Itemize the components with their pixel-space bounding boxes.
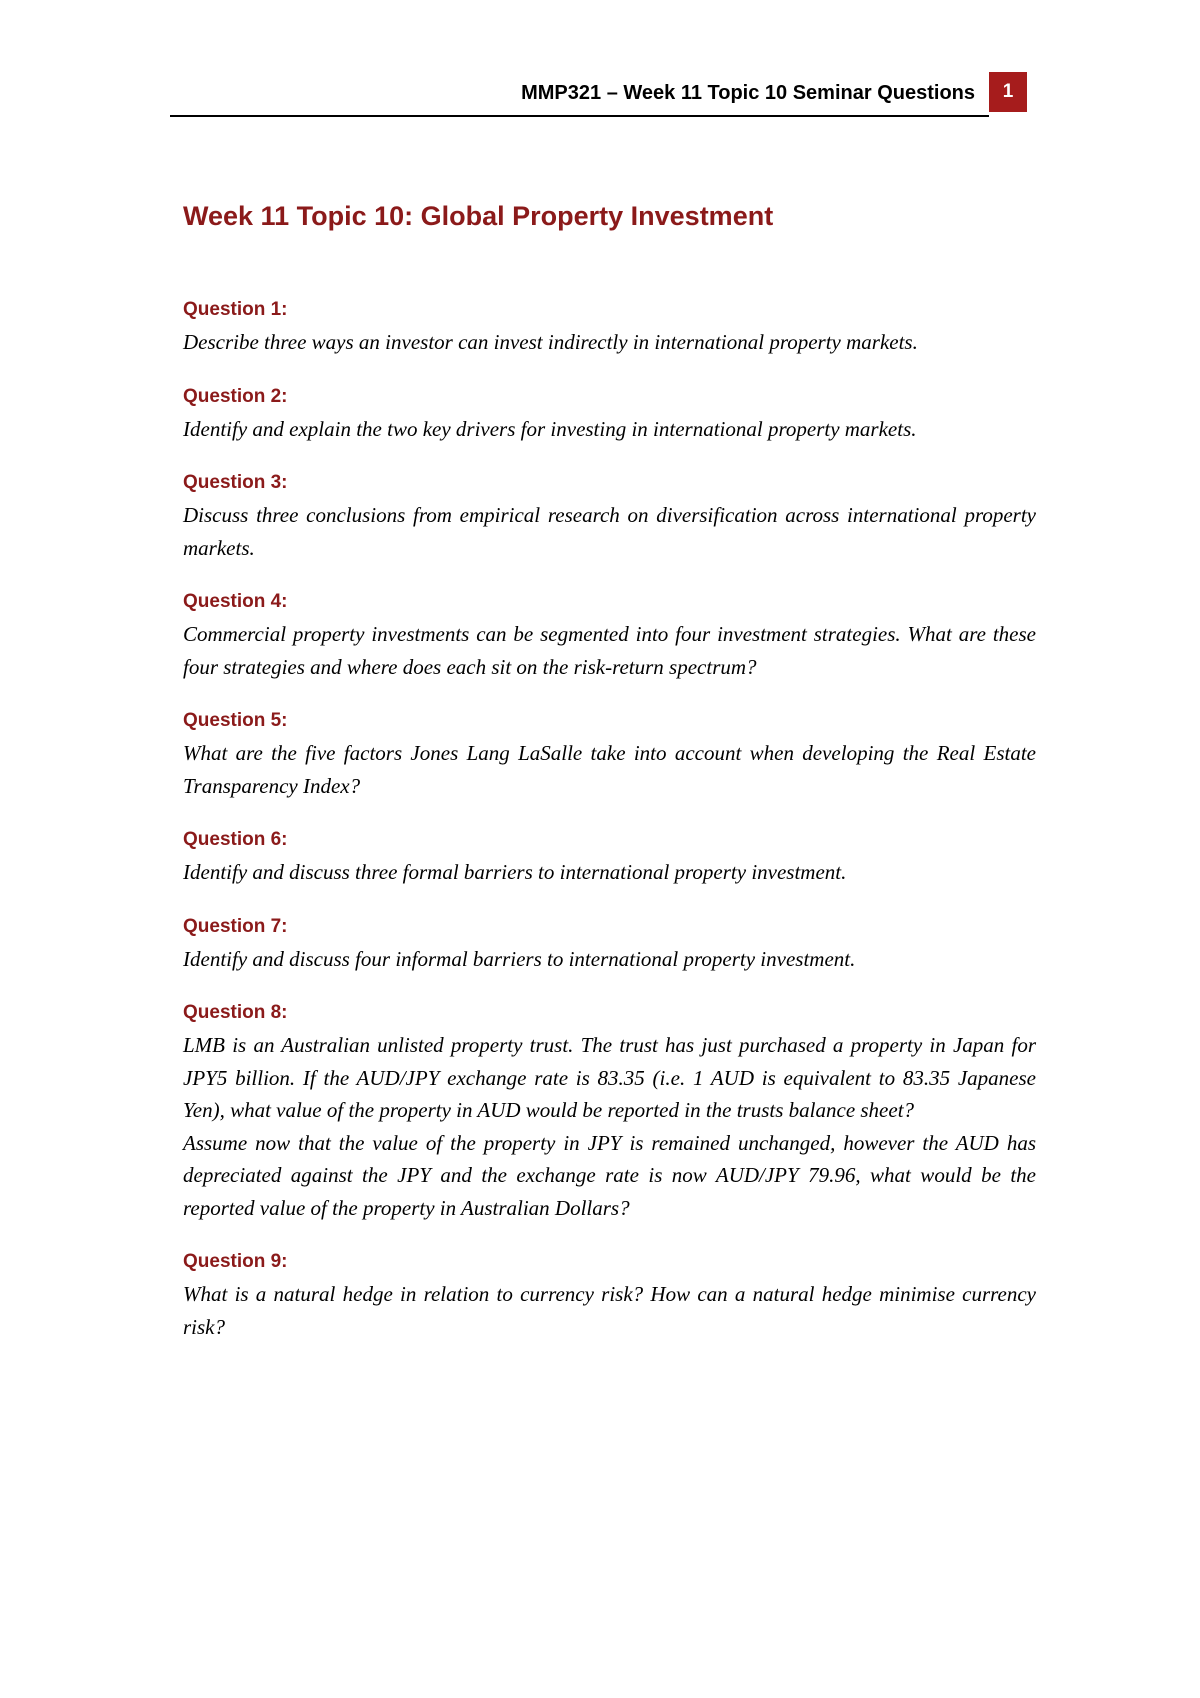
question-block — [183, 586, 1036, 683]
question-label: Question 7: — [183, 915, 288, 937]
question-text: Discuss three conclusions from empirical research on diversification across international property markets. — [183, 503, 1036, 560]
question-block — [183, 467, 1036, 564]
question-label: Question 1: — [183, 299, 288, 320]
question-text: What are the five factors Jones Lang LaSalle take into account when developing the Real Estate Transparency Index? — [183, 741, 1036, 798]
question-text: Identify and discuss three formal barriers to international property investment. — [183, 860, 847, 884]
question-text: Describe three ways an investor can invest indirectly in international property markets. — [183, 330, 918, 354]
question-block — [183, 824, 1036, 889]
question-list — [183, 294, 1036, 1343]
question-block — [183, 911, 1036, 976]
question-text: Identify and discuss four informal barriers to international property investment. — [183, 946, 856, 971]
question-block — [183, 705, 1036, 802]
question-block — [183, 381, 1036, 446]
question-label: Question 3: — [183, 472, 288, 493]
question-block — [183, 294, 1036, 359]
page-header — [170, 68, 1027, 116]
question-label: Question 9: — [183, 1251, 288, 1272]
question-text: Identify and explain the two key drivers for investing in international property markets. — [183, 416, 917, 441]
question-block — [183, 1246, 1036, 1343]
question-text: Assume now that the value of the property in JPY is remained unchanged, however the AUD has depreciated against the JPY and the exchange rate is now AUD/JPY 79.96, what would be the reported value of the property in Australian Dollars? — [183, 1130, 1036, 1220]
page-number-badge: 1 — [989, 72, 1027, 112]
header-divider — [170, 115, 989, 117]
question-label: Question 4: — [183, 591, 288, 612]
question-label: Question 5: — [183, 710, 288, 731]
question-text: What is a natural hedge in relation to currency risk? How can a natural hedge minimise currency risk? — [183, 1282, 1036, 1339]
document-body — [183, 196, 1036, 1365]
question-block — [183, 997, 1036, 1224]
header-title: MMP321 – Week 11 Topic 10 Seminar Questions — [521, 82, 975, 104]
question-label: Question 8: — [183, 1002, 288, 1023]
question-label: Question 6: — [183, 829, 288, 850]
question-text: Commercial property investments can be segmented into four investment strategies. What are these four strategies and where does each sit on the risk-return spectrum? — [183, 622, 1036, 679]
question-label: Question 2: — [183, 385, 288, 407]
document-title: Week 11 Topic 10: Global Property Investment — [183, 201, 774, 231]
question-text: LMB is an Australian unlisted property trust. The trust has just purchased a property in Japan for JPY5 billion. If the AUD/JPY exchange rate is 83.35 (i.e. 1 AUD is equivalent to 83.35 Japanese Yen), what value of the property in AUD would be reported in the trusts balance sheet? — [183, 1033, 1036, 1122]
